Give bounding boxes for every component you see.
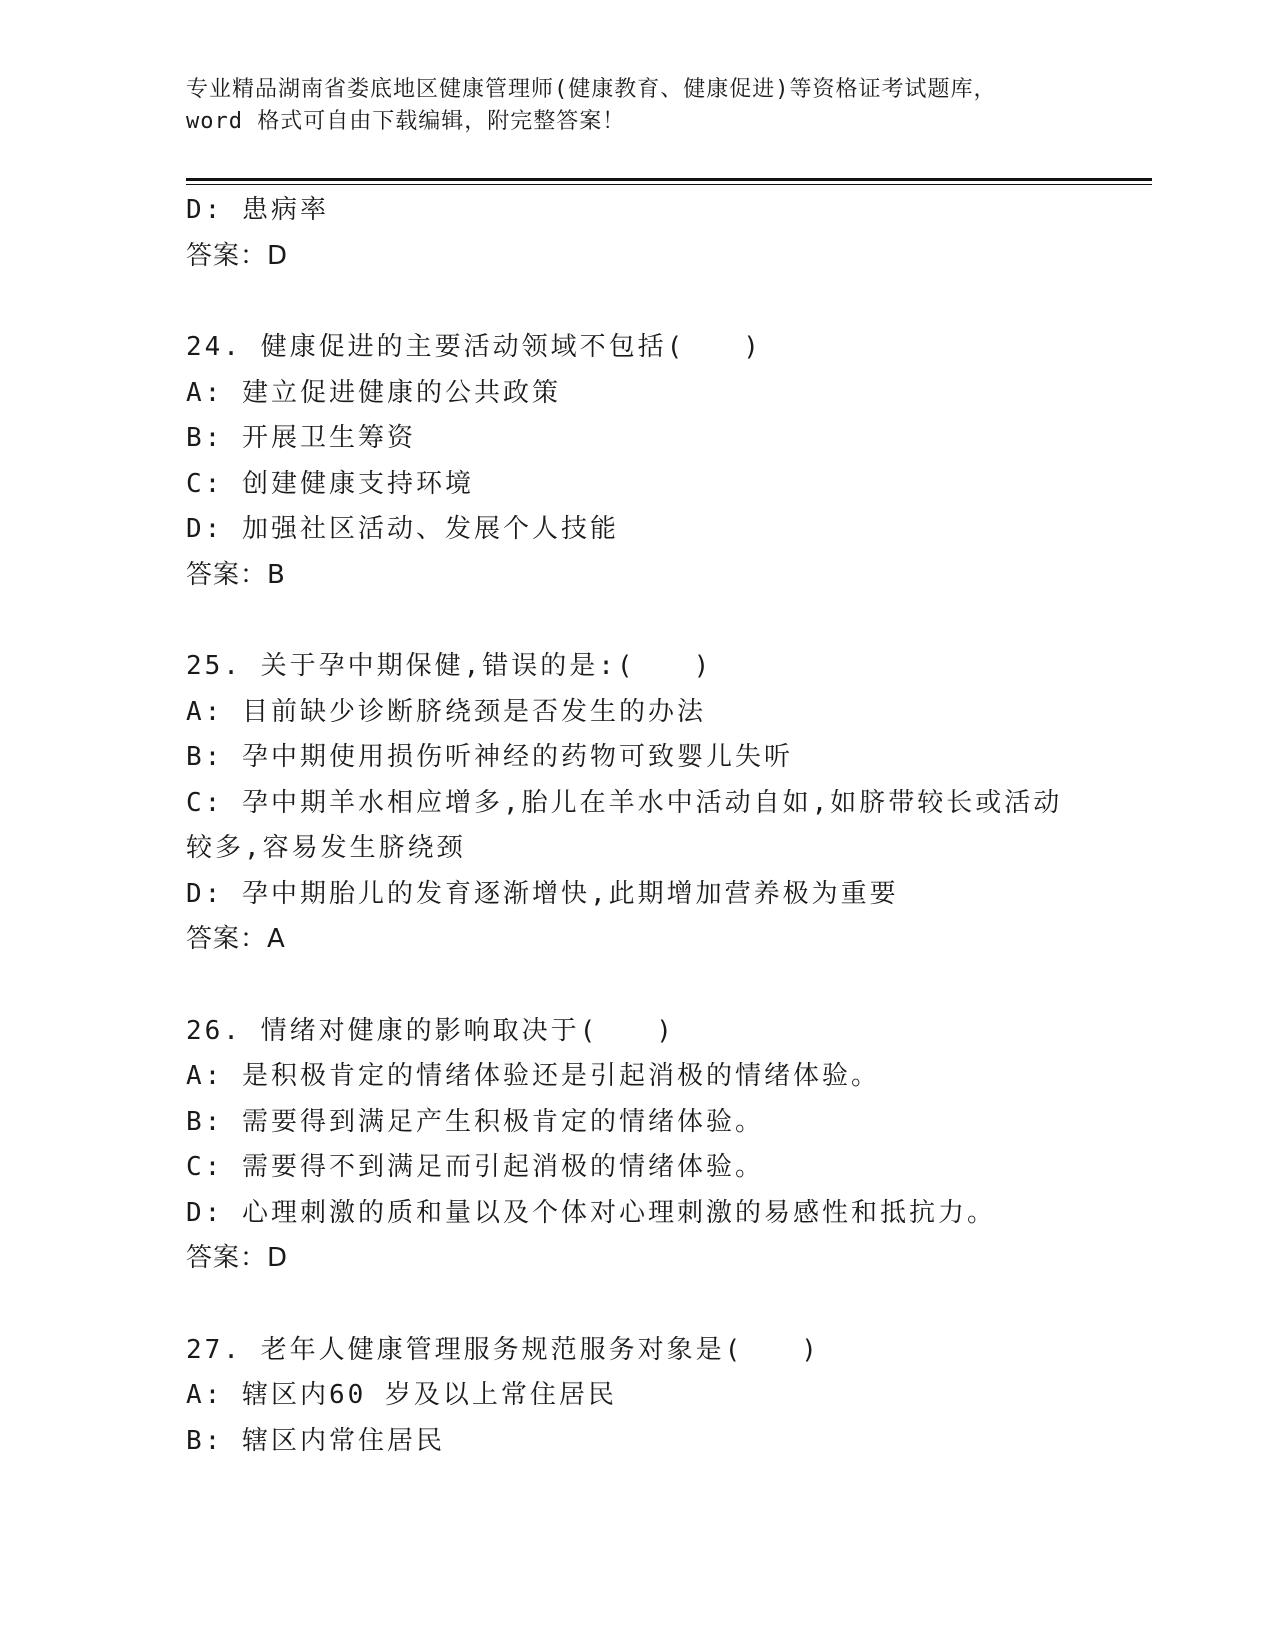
question-list (186, 188, 1086, 1464)
answer-option: B: 开展卫生筹资 (186, 423, 416, 453)
answer-line: 答案：B (186, 559, 286, 590)
section-gap (186, 1282, 1086, 1328)
answer-option: A: 目前缺少诊断脐绕颈是否发生的办法 (186, 696, 706, 727)
question-stem: 25. 关于孕中期保健,错误的是:( ) (186, 651, 713, 681)
question-stem: 27. 老年人健康管理服务规范服务对象是( ) (186, 1334, 820, 1365)
answer-option: B: 孕中期使用损伤听神经的药物可致婴儿失听 (186, 742, 793, 772)
section-gap (186, 963, 1086, 1009)
answer-option: D: 患病率 (186, 195, 329, 225)
question-stem: 24. 健康促进的主要活动领域不包括( ) (186, 332, 762, 362)
question-stem: 26. 情绪对健康的影响取决于( ) (186, 1015, 675, 1046)
document-header (186, 74, 1086, 138)
header-divider-thin (186, 184, 1152, 185)
answer-option: C: 创建健康支持环境 (186, 468, 474, 499)
header-divider-thick (186, 178, 1152, 181)
answer-option: C: 孕中期羊水相应增多,胎儿在羊水中活动自如,如脐带较长或活动较多,容易发生脐绕颈 (186, 787, 1063, 863)
answer-line: 答案：D (186, 1243, 289, 1273)
answer-option: B: 辖区内常住居民 (186, 1425, 445, 1456)
answer-option: A: 辖区内60 岁及以上常住居民 (186, 1380, 617, 1410)
answer-line: 答案：D (186, 240, 289, 271)
header-line-2: word 格式可自由下载编辑，附完整答案！ (186, 109, 626, 134)
section-gap (186, 279, 1086, 325)
answer-option: C: 需要得不到满足而引起消极的情绪体验。 (186, 1152, 764, 1182)
answer-option: D: 心理刺激的质和量以及个体对心理刺激的易感性和抵抗力。 (186, 1197, 996, 1228)
answer-option: A: 是积极肯定的情绪体验还是引起消极的情绪体验。 (186, 1061, 880, 1091)
answer-line: 答案：A (186, 924, 286, 954)
answer-option: D: 加强社区活动、发展个人技能 (186, 514, 619, 544)
section-gap (186, 598, 1086, 644)
answer-option: D: 孕中期胎儿的发育逐渐增快,此期增加营养极为重要 (186, 878, 899, 909)
answer-option: B: 需要得到满足产生积极肯定的情绪体验。 (186, 1106, 764, 1137)
answer-option: A: 建立促进健康的公共政策 (186, 377, 561, 408)
header-line-1: 专业精品湖南省娄底地区健康管理师(健康教育、健康促进)等资格证考试题库， (186, 77, 997, 102)
